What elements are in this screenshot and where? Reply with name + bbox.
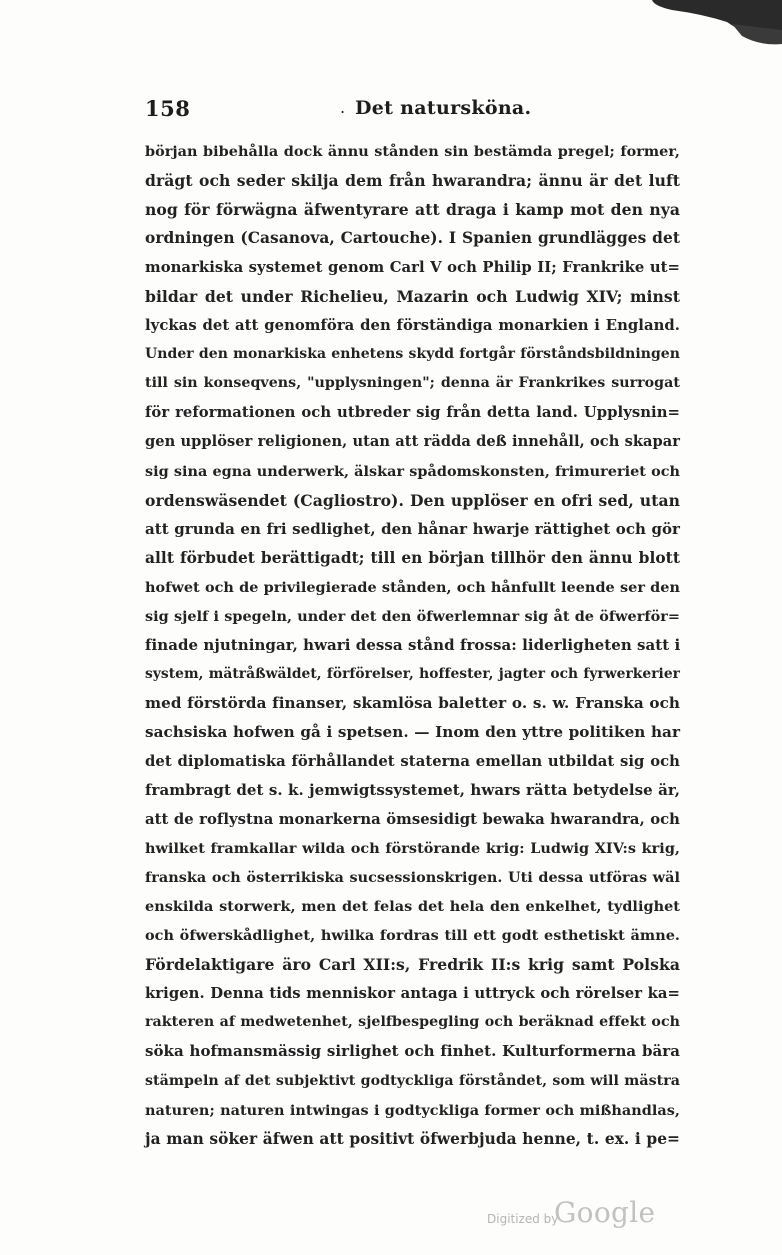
text-line: sachsiska hofwen gå i spetsen. — Inom den yttre politiken har	[145, 722, 680, 741]
text-line: och öfwerskådlighet, hwilka fordras till ett godt esthetiskt ämne.	[145, 927, 680, 945]
text-line: drägt och seder skilja dem från hwarandra; ännu är det luft	[145, 171, 680, 191]
text-line: franska och österrikiska sucsessionskrigen. Uti dessa utföras wäl	[145, 869, 680, 887]
text-line: enskilda storwerk, men det felas det hela den enkelhet, tydlighet	[145, 898, 680, 916]
text-line: ordenswäsendet (Cagliostro). Den upplöser en ofri sed, utan	[145, 490, 680, 510]
google-logo: Google	[554, 1196, 656, 1229]
text-line: stämpeln af det subjektivt godtyckliga förståndet, som will mästra	[145, 1072, 680, 1089]
text-line: ordningen (Casanova, Cartouche). I Spanien grundlägges det	[145, 229, 680, 248]
digitized-watermark	[487, 1196, 657, 1236]
text-line: system, mätråßwäldet, förförelser, hoffester, jagter och fyrwerkerier	[145, 665, 680, 682]
text-line: rakteren af medwetenhet, sjelfbespegling och beräknad effekt och	[145, 1014, 680, 1031]
text-line: till sin konseqvens, "upplysningen"; denna är Frankrikes surrogat	[145, 375, 680, 392]
body-text	[145, 137, 680, 1154]
scan-edge-mark	[632, 0, 782, 48]
text-line: med förstörda finanser, skamlösa baletter o. s. w. Franska och	[145, 693, 680, 712]
text-line: Fördelaktigare äro Carl XII:s, Fredrik II:s krig samt Polska	[145, 955, 680, 975]
text-line: frambragt det s. k. jemwigtssystemet, hwars rätta betydelse är,	[145, 781, 680, 800]
text-line: för reformationen och utbreder sig från detta land. Upplysnin=	[145, 404, 680, 422]
text-line: det diplomatiska förhållandet staterna emellan utbildat sig och	[145, 752, 680, 770]
text-line: naturen; naturen intwingas i godtyckliga former och mißhandlas,	[145, 1101, 680, 1119]
digitized-by-label: Digitized by	[487, 1212, 559, 1226]
text-line: krigen. Denna tids menniskor antaga i uttryck och rörelser ka=	[145, 985, 680, 1003]
text-line: lyckas det att genomföra den förständiga monarkien i England.	[145, 317, 680, 335]
text-line: sig sina egna underwerk, älskar spådomskonsten, frimureriet och	[145, 462, 681, 480]
text-line: att grunda en fri sedlighet, den hånar hwarje rättighet och gör	[145, 519, 680, 538]
running-title: Det naturskönа.	[355, 97, 532, 119]
text-line: nog för förwägna äfwentyrare att draga i kamp mot den nya	[145, 200, 680, 220]
text-line: allt förbudet berättigadt; till en början tillhör den ännu blott	[145, 548, 680, 567]
page-header	[145, 96, 685, 120]
text-line: söka hofmansmässig sirlighet och finhet. Kulturformerna bära	[145, 1042, 680, 1061]
text-line: början bibehålla dock ännu stånden sin bestämda pregel; former,	[145, 143, 680, 160]
text-line: bildar det under Richelieu, Mazarin och Ludwig XIV; minst	[145, 287, 680, 307]
text-line: Under den monarkiska enhetens skydd fortgår förståndsbildningen	[145, 346, 680, 363]
text-line: hofwet och de privilegierade stånden, och hånfullt leende ser den	[145, 578, 680, 596]
text-line: monarkiska systemet genom Carl V och Philip II; Frankrike ut=	[145, 259, 680, 277]
text-line: hwilket framkallar wilda och förstörande krig: Ludwig XIV:s krig,	[145, 840, 680, 858]
text-line: finade njutningar, hwari dessa stånd frossa: liderligheten satt i	[145, 635, 681, 654]
text-line: att de roflystna monarkerna ömsesidigt bewaka hwarandra, och	[145, 811, 680, 829]
header-separator: .	[340, 98, 346, 117]
text-line: ja man söker äfwen att positivt öfwerbjuda henne, t. ex. i pe=	[145, 1129, 680, 1148]
page-number: 158	[145, 96, 191, 121]
text-line: sig sjelf i spegeln, under det den öfwerlemnar sig åt de öfwerför=	[145, 607, 680, 625]
text-line: gen upplöser religionen, utan att rädda deß innehåll, och skapar	[145, 433, 680, 451]
